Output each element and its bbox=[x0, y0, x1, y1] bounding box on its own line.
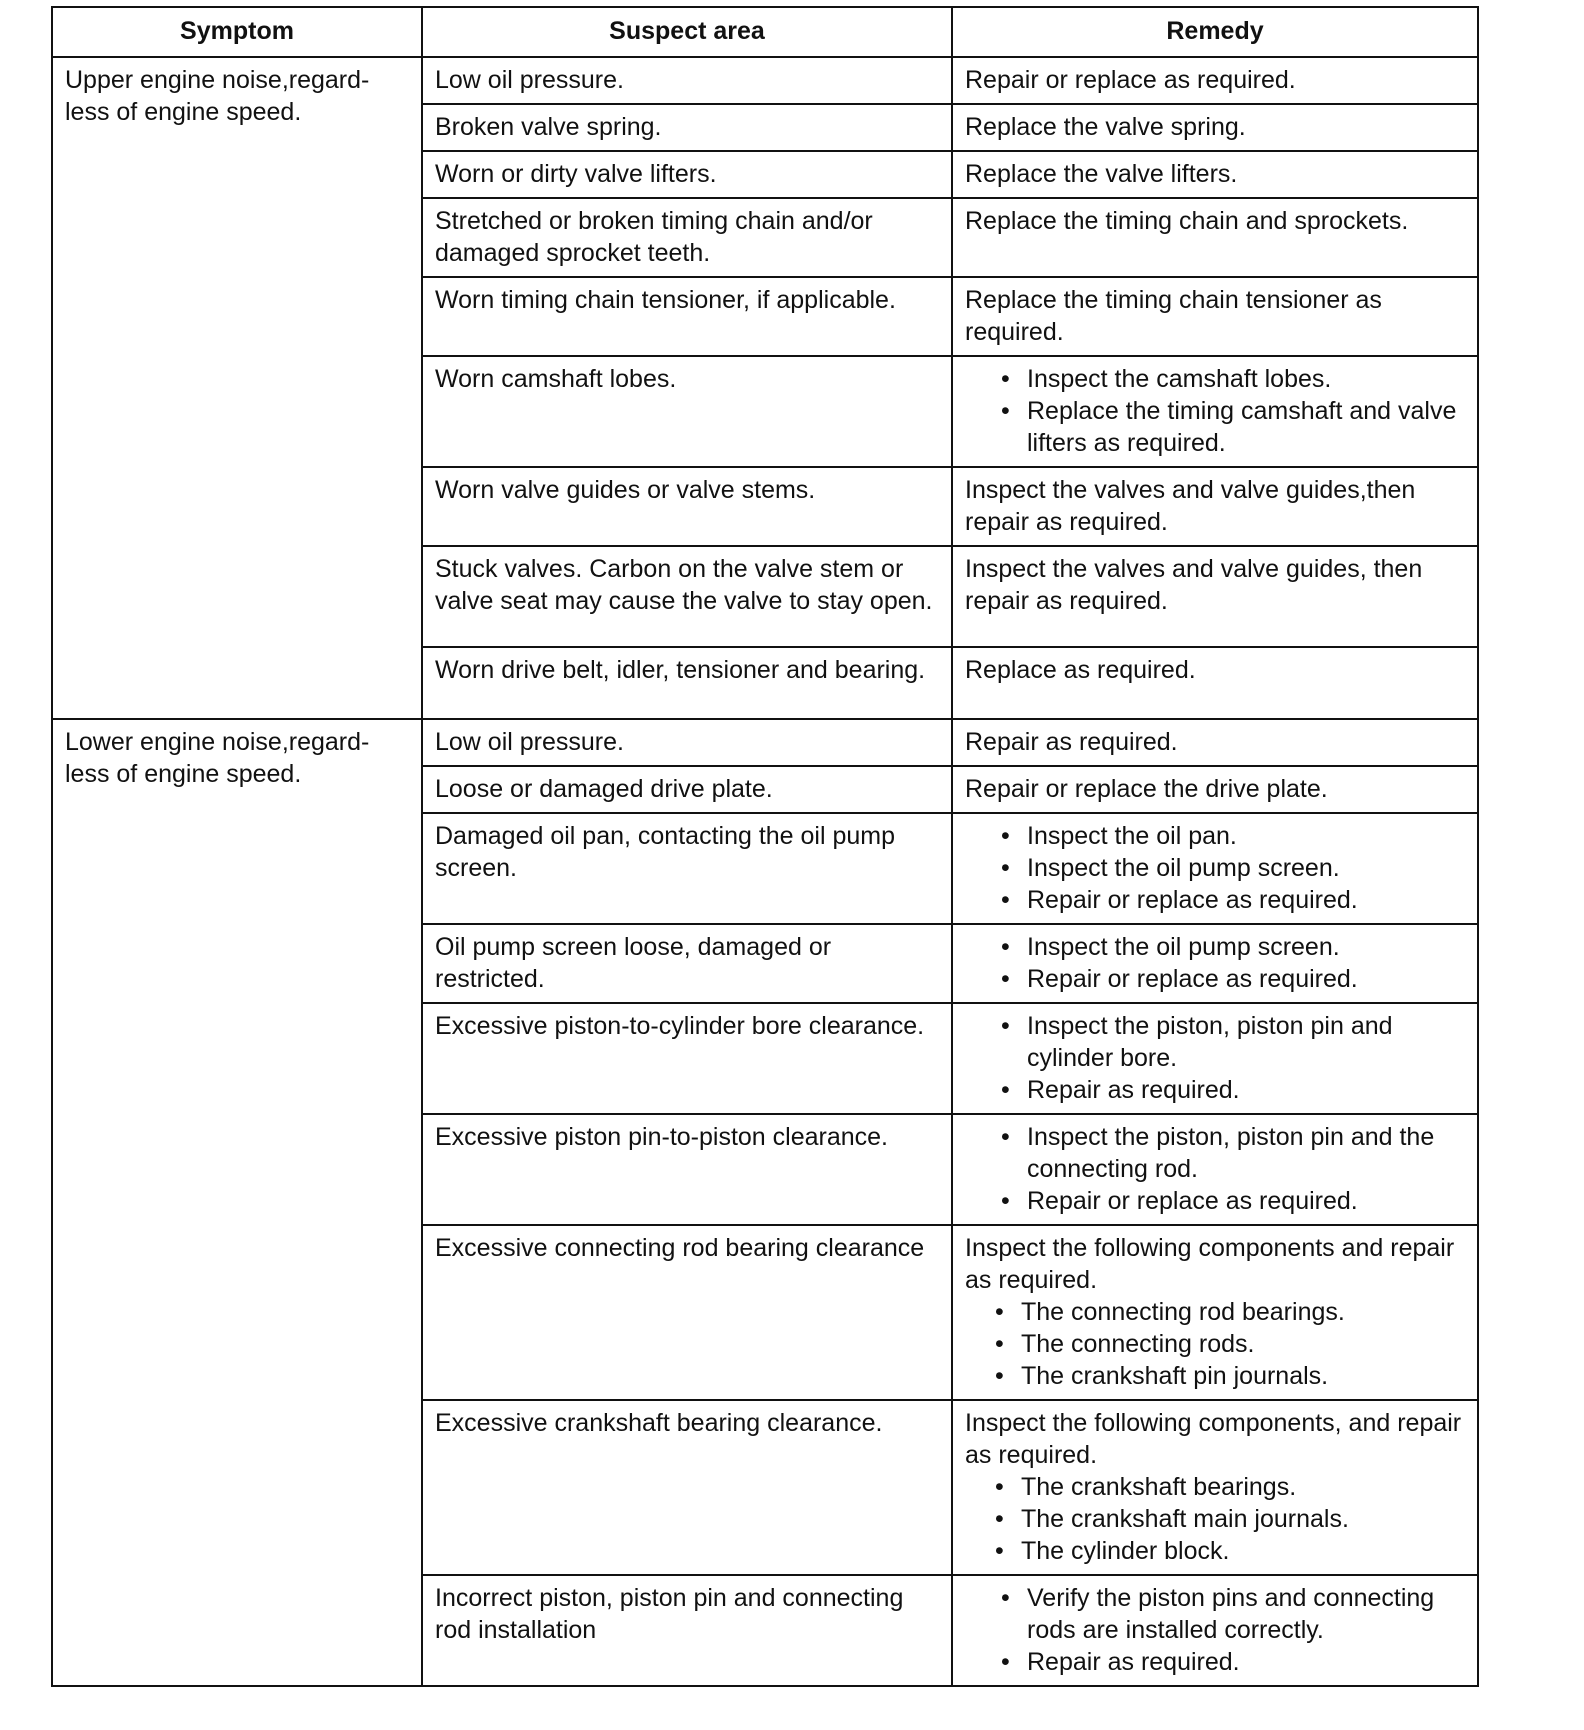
remedy-bullet-list bbox=[965, 363, 1465, 459]
remedy-bullet-list bbox=[965, 931, 1465, 995]
remedy-bullet-list bbox=[965, 1582, 1465, 1678]
remedy-bullet: • Repair as required. bbox=[1027, 1074, 1465, 1106]
suspect-area-cell: Excessive piston-to-cylinder bore clearance. bbox=[422, 1003, 952, 1114]
remedy-bullet: • The cylinder block. bbox=[1021, 1535, 1465, 1567]
table-body bbox=[52, 57, 1478, 1686]
remedy-bullet: • The connecting rod bearings. bbox=[1021, 1296, 1465, 1328]
suspect-area-cell: Worn drive belt, idler, tensioner and bearing. bbox=[422, 647, 952, 719]
remedy-cell bbox=[952, 647, 1478, 719]
remedy-cell bbox=[952, 104, 1478, 151]
remedy-cell bbox=[952, 1575, 1478, 1686]
diagnosis-table bbox=[51, 6, 1479, 1687]
remedy-bullet-list bbox=[965, 820, 1465, 916]
suspect-area-cell: Worn valve guides or valve stems. bbox=[422, 467, 952, 546]
remedy-bullet-list bbox=[965, 1010, 1465, 1106]
remedy-text: Repair or replace as required. bbox=[965, 66, 1296, 94]
remedy-bullet: • Inspect the piston, piston pin and the connecting rod. bbox=[1027, 1121, 1465, 1185]
remedy-bullet-list bbox=[965, 1471, 1465, 1567]
suspect-area-cell: Loose or damaged drive plate. bbox=[422, 766, 952, 813]
remedy-cell bbox=[952, 1114, 1478, 1225]
suspect-area-cell: Incorrect piston, piston pin and connecting rod installation bbox=[422, 1575, 952, 1686]
remedy-text: Repair as required. bbox=[965, 728, 1178, 756]
remedy-bullet: • Repair or replace as required. bbox=[1027, 1185, 1465, 1217]
remedy-text: Replace the valve spring. bbox=[965, 113, 1246, 141]
suspect-area-cell: Worn timing chain tensioner, if applicable. bbox=[422, 277, 952, 356]
remedy-cell bbox=[952, 1225, 1478, 1400]
symptom-cell: Upper engine noise,regard- less of engine speed. bbox=[52, 57, 422, 719]
remedy-cell bbox=[952, 57, 1478, 104]
remedy-bullet-list bbox=[965, 1296, 1465, 1392]
suspect-area-cell: Broken valve spring. bbox=[422, 104, 952, 151]
remedy-cell bbox=[952, 719, 1478, 766]
remedy-bullet: • The connecting rods. bbox=[1021, 1328, 1465, 1360]
remedy-cell bbox=[952, 766, 1478, 813]
remedy-bullet: • Repair or replace as required. bbox=[1027, 884, 1465, 916]
table-row bbox=[52, 57, 1478, 104]
remedy-bullet: • Inspect the camshaft lobes. bbox=[1027, 363, 1465, 395]
remedy-bullet: • Repair or replace as required. bbox=[1027, 963, 1465, 995]
suspect-area-cell: Worn camshaft lobes. bbox=[422, 356, 952, 467]
header-suspect-area: Suspect area bbox=[422, 7, 952, 57]
remedy-cell bbox=[952, 1400, 1478, 1575]
suspect-area-cell: Low oil pressure. bbox=[422, 57, 952, 104]
remedy-bullet: • Inspect the oil pan. bbox=[1027, 820, 1465, 852]
remedy-cell bbox=[952, 356, 1478, 467]
header-symptom: Symptom bbox=[52, 7, 422, 57]
suspect-area-cell: Excessive crankshaft bearing clearance. bbox=[422, 1400, 952, 1575]
remedy-bullet: • The crankshaft pin journals. bbox=[1021, 1360, 1465, 1392]
remedy-cell bbox=[952, 198, 1478, 277]
suspect-area-cell: Damaged oil pan, contacting the oil pump screen. bbox=[422, 813, 952, 924]
suspect-area-cell: Excessive piston pin-to-piston clearance. bbox=[422, 1114, 952, 1225]
remedy-text: Replace as required. bbox=[965, 656, 1196, 684]
remedy-cell bbox=[952, 1003, 1478, 1114]
suspect-area-cell: Stretched or broken timing chain and/or damaged sprocket teeth. bbox=[422, 198, 952, 277]
suspect-area-cell: Low oil pressure. bbox=[422, 719, 952, 766]
remedy-bullet: • The crankshaft bearings. bbox=[1021, 1471, 1465, 1503]
remedy-text: Inspect the valves and valve guides,then repair as required. bbox=[965, 476, 1416, 536]
symptom-cell: Lower engine noise,regard- less of engine speed. bbox=[52, 719, 422, 1686]
remedy-cell bbox=[952, 277, 1478, 356]
remedy-cell bbox=[952, 151, 1478, 198]
remedy-text: Replace the valve lifters. bbox=[965, 160, 1238, 188]
suspect-area-cell: Worn or dirty valve lifters. bbox=[422, 151, 952, 198]
remedy-bullet: • Verify the piston pins and connecting rods are installed correctly. bbox=[1027, 1582, 1465, 1646]
suspect-area-cell: Stuck valves. Carbon on the valve stem or valve seat may cause the valve to stay open. bbox=[422, 546, 952, 647]
remedy-bullet: • Replace the timing camshaft and valve lifters as required. bbox=[1027, 395, 1465, 459]
suspect-area-cell: Excessive connecting rod bearing clearance bbox=[422, 1225, 952, 1400]
remedy-bullet: • Inspect the oil pump screen. bbox=[1027, 852, 1465, 884]
remedy-text: Replace the timing chain tensioner as required. bbox=[965, 286, 1382, 346]
remedy-bullet: • Repair as required. bbox=[1027, 1646, 1465, 1678]
suspect-area-cell: Oil pump screen loose, damaged or restricted. bbox=[422, 924, 952, 1003]
remedy-bullet: • Inspect the oil pump screen. bbox=[1027, 931, 1465, 963]
remedy-text: Repair or replace the drive plate. bbox=[965, 775, 1328, 803]
header-row bbox=[52, 7, 1478, 57]
remedy-bullet: • The crankshaft main journals. bbox=[1021, 1503, 1465, 1535]
remedy-cell bbox=[952, 546, 1478, 647]
remedy-cell bbox=[952, 813, 1478, 924]
table-row bbox=[52, 719, 1478, 766]
remedy-text: Inspect the valves and valve guides, then repair as required. bbox=[965, 555, 1423, 615]
remedy-bullet: • Inspect the piston, piston pin and cylinder bore. bbox=[1027, 1010, 1465, 1074]
header-remedy: Remedy bbox=[952, 7, 1478, 57]
remedy-bullet-list bbox=[965, 1121, 1465, 1217]
remedy-cell bbox=[952, 467, 1478, 546]
remedy-text: Inspect the following components and repair as required. bbox=[965, 1234, 1455, 1294]
remedy-text: Replace the timing chain and sprockets. bbox=[965, 207, 1409, 235]
remedy-cell bbox=[952, 924, 1478, 1003]
remedy-text: Inspect the following components, and repair as required. bbox=[965, 1409, 1462, 1469]
